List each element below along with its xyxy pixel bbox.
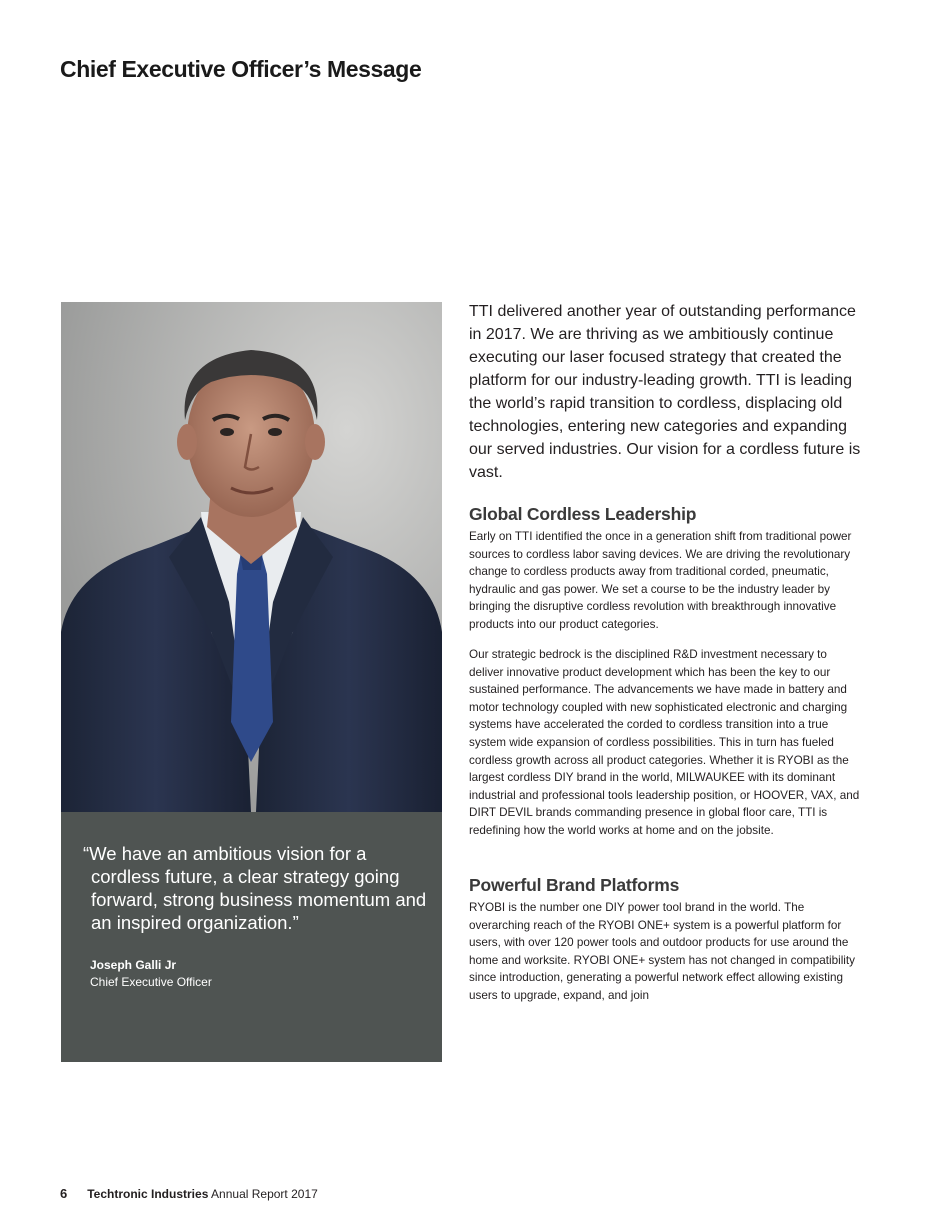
- quote-author-name: Joseph Galli Jr: [90, 958, 177, 972]
- page-footer: [60, 1186, 318, 1201]
- pull-quote: “We have an ambitious vision for a cordless future, a clear strategy going forward, strong business momentum and an inspired organization.”: [83, 843, 427, 933]
- page-number: 6: [60, 1186, 68, 1201]
- portrait-illustration: [61, 302, 442, 812]
- section-heading-global-cordless: Global Cordless Leadership: [469, 504, 697, 524]
- body-paragraph: Our strategic bedrock is the disciplined R&D investment necessary to deliver innovative product development which has been the key to our sustained performance. The advancements we have made in battery and motor technology coupled with new sophisticated electronic and charging systems have accelerated the corded to cordless transition into a true system wide expansion of cordless possibilities. This in turn has fueled cordless growth across all product categories. Whether it is RYOBI as the largest cordless DIY brand in the world, MILWAUKEE with its dominant industrial and professional tools leadership position, or HOOVER, VAX, and DIRT DEVIL brands commanding presence in global floor care, TTI is redefining how the world works at home and on the jobsite.: [469, 648, 860, 837]
- section-heading-brand-platforms: Powerful Brand Platforms: [469, 875, 680, 895]
- footer-company: Techtronic Industries: [87, 1187, 209, 1201]
- body-paragraph: Early on TTI identified the once in a generation shift from traditional power sources to cordless labor saving devices. We are driving the revolutionary change to cordless products away from traditional corded, pneumatic, hydraulic and gas power. We set a course to be the industry leader by bringing the disruptive cordless revolution with breakthrough innovative products into our product categories.: [469, 530, 852, 631]
- quote-panel: [61, 812, 442, 1062]
- page-title: Chief Executive Officer’s Message: [60, 56, 422, 82]
- ceo-portrait-photo: [61, 302, 442, 812]
- body-paragraph: RYOBI is the number one DIY power tool brand in the world. The overarching reach of the RYOBI ONE+ system is a powerful platform for users, with over 120 power tools and outdoor products for use around the home and worksite. RYOBI ONE+ system has not changed in compatibility since introduction, generating a powerful network effect allowing existing users to upgrade, expand, and join: [469, 901, 855, 1002]
- intro-paragraph: TTI delivered another year of outstanding performance in 2017. We are thriving as we ambitiously continue executing our laser focused strategy that created the platform for our industry-leading growth. TTI is leading the world’s rapid transition to cordless, displacing old technologies, entering new categories and expanding our served industries. Our vision for a cordless future is vast.: [469, 303, 861, 481]
- quote-author-role: Chief Executive Officer: [90, 975, 212, 989]
- footer-report: Annual Report 2017: [208, 1187, 318, 1201]
